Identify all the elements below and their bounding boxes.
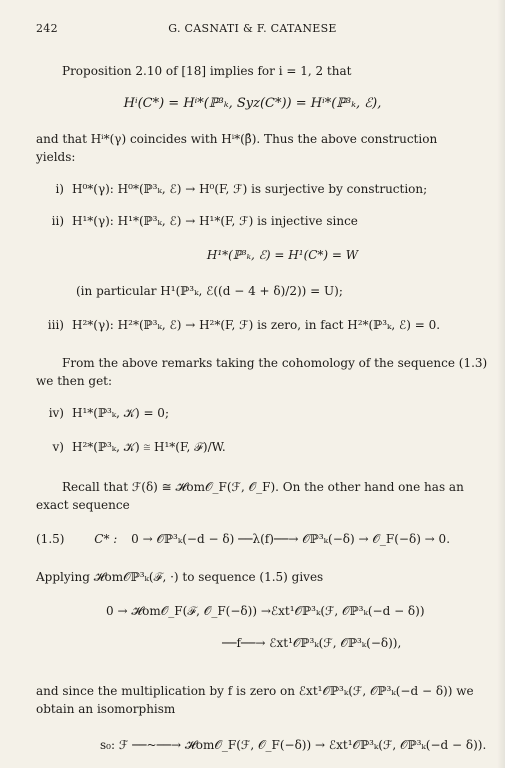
list-item bbox=[36, 318, 440, 333]
display-equation: 0 → 𝓗om𝒪_F(ℱ, 𝒪_F(−δ)) →ℰxt¹𝒪ℙ³ₖ(ℱ, 𝒪ℙ³ₖ(−d − δ)) bbox=[106, 604, 425, 618]
item-label: ii) bbox=[51, 214, 64, 228]
page-number: 242 bbox=[36, 22, 58, 35]
list-item bbox=[36, 182, 427, 197]
paragraph-line: and since the multiplication by f is zero on ℰxt¹𝒪ℙ³ₖ(ℱ, 𝒪ℙ³ₖ(−d − δ)) we bbox=[36, 684, 474, 698]
exact-sequence bbox=[36, 532, 450, 547]
sequence-body: 0 → 𝒪ℙ³ₖ(−d − δ) ──λ(f)──→ 𝒪ℙ³ₖ(−δ) → 𝒪_F(−δ) → 0. bbox=[131, 532, 451, 546]
list-item bbox=[36, 214, 358, 229]
paragraph-line: yields: bbox=[36, 150, 76, 164]
paragraph-line: Recall that ℱ(δ) ≅ 𝓗om𝒪_F(ℱ, 𝒪_F). On the other hand one has an bbox=[62, 480, 464, 494]
item-text: H¹*(γ): H¹*(ℙ³ₖ, ℰ) → H¹*(F, ℱ) is injective since bbox=[72, 214, 358, 228]
item-text: H⁰*(γ): H⁰*(ℙ³ₖ, ℰ) → H⁰(F, ℱ) is surjective by construction; bbox=[72, 182, 428, 196]
paragraph-line: we then get: bbox=[36, 374, 113, 388]
item-text: H¹*(ℙ³ₖ, 𝒦) = 0; bbox=[72, 406, 169, 420]
display-equation: H¹*(ℙ³ₖ, ℰ) = H¹(C*) = W bbox=[206, 248, 359, 262]
paragraph-line: (in particular H¹(ℙ³ₖ, ℰ((d − 4 + δ)/2)) = U); bbox=[76, 284, 343, 298]
list-item bbox=[36, 406, 169, 421]
paragraph-line: From the above remarks taking the cohomology of the sequence (1.3) bbox=[62, 356, 488, 370]
page-binding-shadow bbox=[497, 0, 505, 768]
paragraph-line: Proposition 2.10 of [18] implies for i = 1, 2 that bbox=[62, 64, 352, 78]
item-text: H²*(ℙ³ₖ, 𝒦) ≅ H¹*(F, ℱ)/W. bbox=[72, 440, 226, 454]
display-equation: Hⁱ(C*) = Hⁱ*(ℙ³ₖ, Syz(C*)) = Hⁱ*(ℙ³ₖ, ℰ), bbox=[123, 96, 382, 111]
equation-label: (1.5) bbox=[36, 532, 65, 546]
item-text: H²*(γ): H²*(ℙ³ₖ, ℰ) → H²*(F, ℱ) is zero, in fact H²*(ℙ³ₖ, ℰ) = 0. bbox=[72, 318, 441, 332]
paragraph-line: and that Hⁱ*(γ) coincides with Hⁱ*(β̂). Thus the above construction bbox=[36, 132, 438, 146]
list-item bbox=[36, 440, 226, 455]
display-equation: s₀: ℱ ──~──→ 𝓗om𝒪_F(ℱ, 𝒪_F(−δ)) → ℰxt¹𝒪ℙ³ₖ(ℱ, 𝒪ℙ³ₖ(−d − δ)). bbox=[100, 738, 487, 752]
sequence-name: C* : bbox=[94, 532, 118, 546]
item-label: iv) bbox=[48, 406, 64, 420]
paragraph-line: obtain an isomorphism bbox=[36, 702, 176, 716]
item-label: iii) bbox=[47, 318, 64, 332]
display-equation: ──f──→ ℰxt¹𝒪ℙ³ₖ(ℱ, 𝒪ℙ³ₖ(−δ)), bbox=[222, 636, 402, 650]
item-label: v) bbox=[52, 440, 64, 454]
paragraph-line: exact sequence bbox=[36, 498, 130, 512]
running-title: G. CASNATI & F. CATANESE bbox=[168, 22, 337, 35]
paragraph-line: Applying 𝓗om𝒪ℙ³ₖ(ℱ, ·) to sequence (1.5) gives bbox=[36, 570, 324, 584]
item-label: i) bbox=[55, 182, 64, 196]
